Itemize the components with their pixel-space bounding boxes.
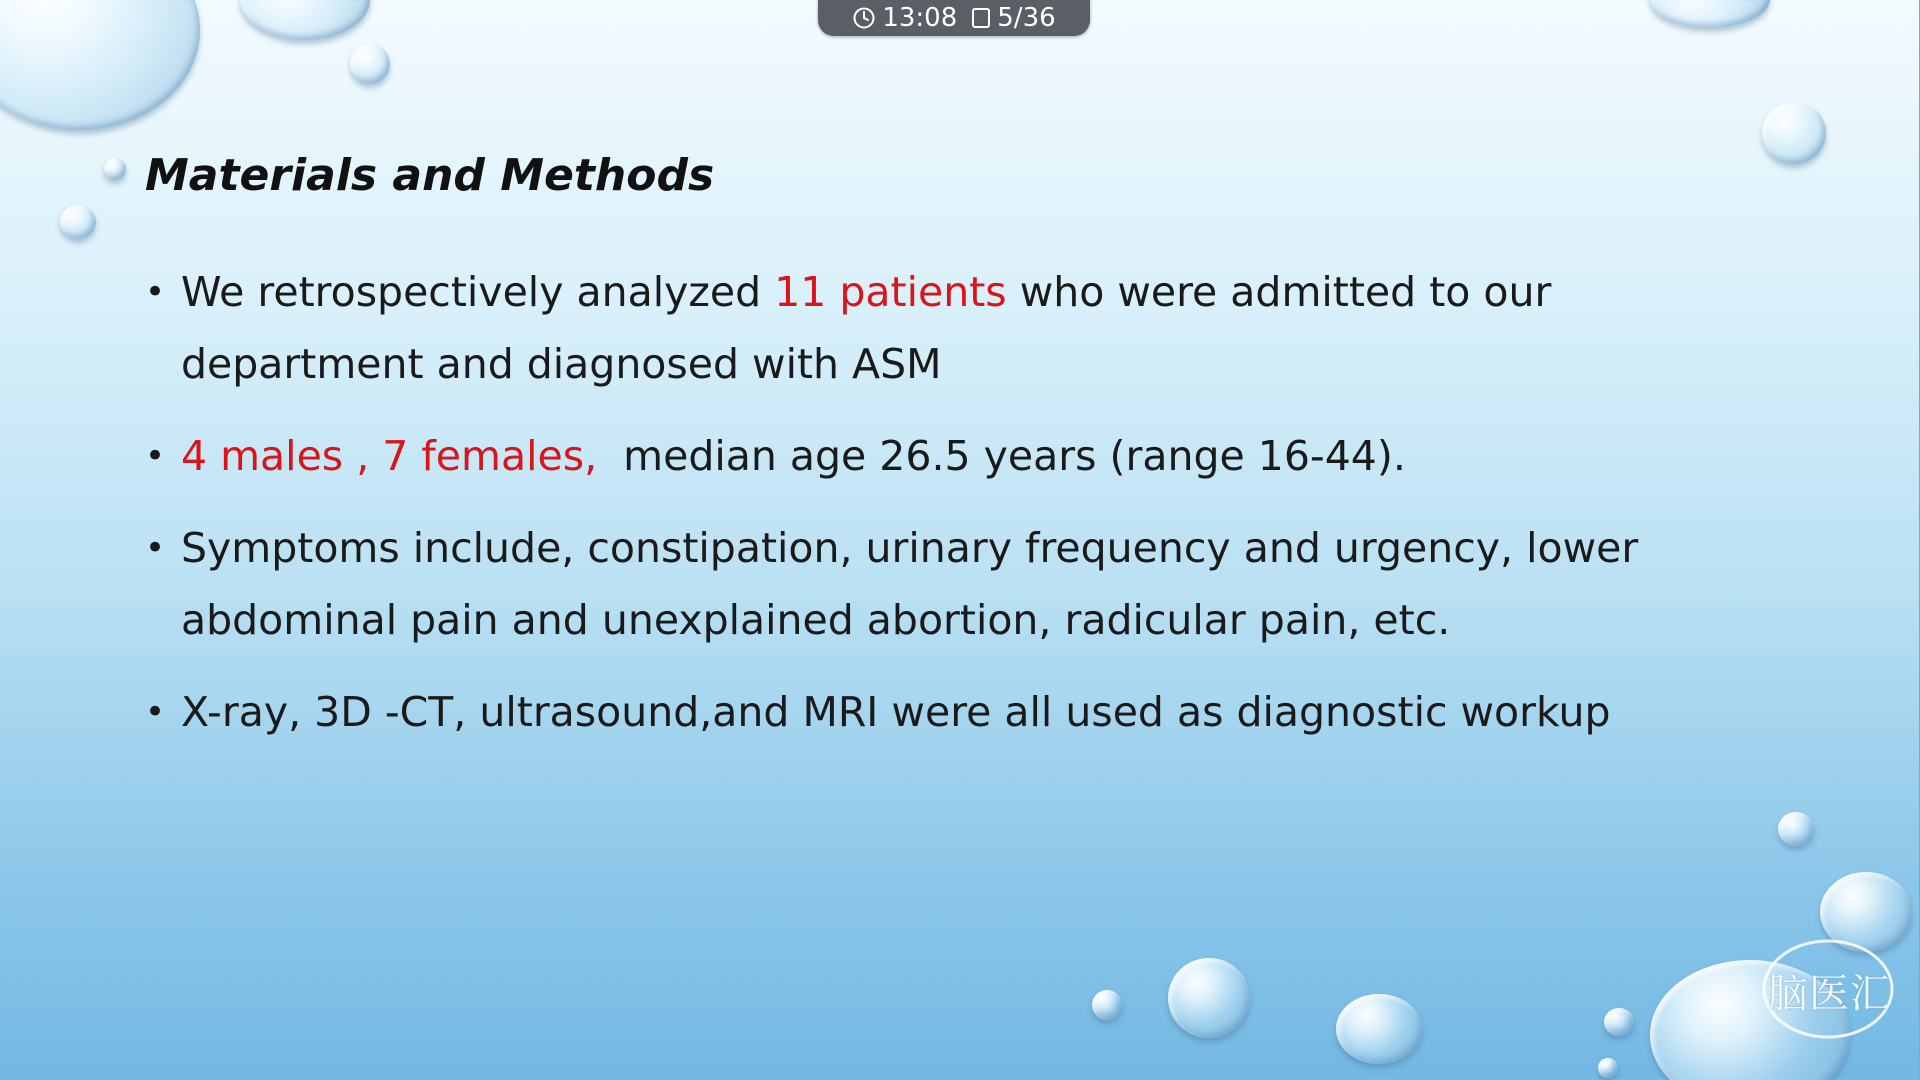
text-segment: X-ray, 3D -CT, ultrasound,and MRI were all used as diagnostic workup [181, 688, 1611, 736]
highlight-segment: 11 patients [774, 268, 1007, 316]
slide-status-bar [818, 0, 1090, 36]
text-segment: We retrospectively analyzed [181, 268, 775, 316]
water-drop [1778, 812, 1814, 846]
watermark-text: 脑医汇 [1768, 971, 1891, 1017]
water-drop [1604, 1008, 1634, 1036]
bullet-text [181, 524, 1638, 644]
bullet-item [145, 256, 1705, 400]
page-icon [971, 7, 991, 29]
water-drop [1762, 102, 1826, 164]
water-drop [1650, 0, 1770, 28]
water-drop [1092, 990, 1122, 1020]
text-segment: who were admitted to our department and diagnosed with ASM [181, 268, 1552, 388]
bullet-text [181, 432, 1406, 480]
water-drop [104, 158, 126, 180]
clock-icon [852, 6, 876, 30]
water-drop [0, 0, 200, 130]
text-segment: median age 26.5 years (range 16-44). [597, 432, 1406, 480]
bullet-dot: • [145, 436, 166, 476]
elapsed-time: 13:08 [882, 3, 958, 33]
bullet-item [145, 512, 1705, 656]
text-segment: Symptoms include, constipation, urinary frequency and urgency, lower abdominal pain and unexplained abortion, radicular pain, etc. [181, 524, 1639, 644]
bullet-text [181, 268, 1551, 388]
bullet-dot: • [145, 272, 166, 312]
bullet-item [145, 676, 1705, 748]
page-counter: 5/36 [997, 3, 1056, 33]
highlight-segment: 4 males , 7 females, [181, 432, 598, 480]
slide-title: Materials and Methods [145, 150, 715, 201]
water-drop [60, 205, 96, 239]
bullet-text [181, 688, 1611, 736]
water-drop [350, 44, 390, 84]
water-drop [1336, 994, 1422, 1064]
bullet-item [145, 420, 1705, 492]
bullet-list [145, 256, 1705, 768]
water-drop [240, 0, 370, 40]
water-drop [1598, 1058, 1618, 1078]
bullet-dot: • [145, 528, 166, 568]
water-drop [1168, 958, 1250, 1038]
bullet-dot: • [145, 692, 166, 732]
